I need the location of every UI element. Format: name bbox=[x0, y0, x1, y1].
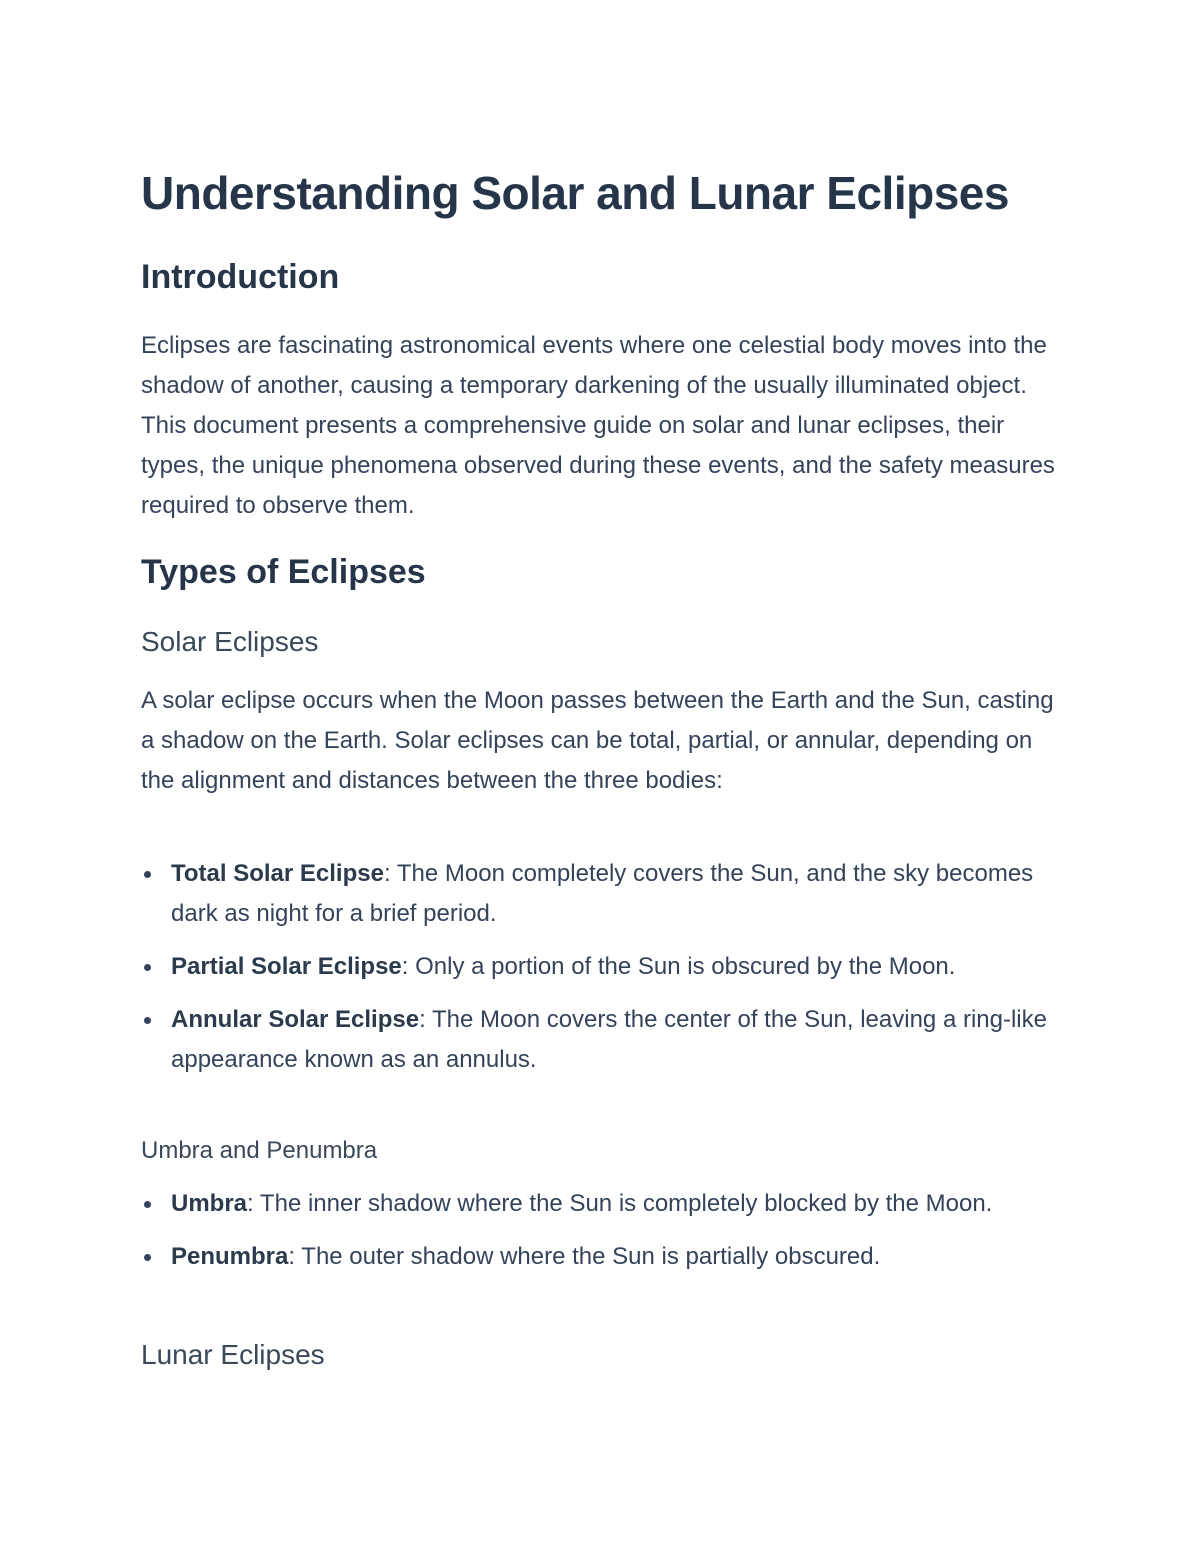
umbra-penumbra-heading: Umbra and Penumbra bbox=[141, 1137, 378, 1164]
list-item-partial-solar bbox=[141, 947, 1066, 987]
intro-heading: Introduction bbox=[141, 258, 340, 296]
solar-eclipses-paragraph: A solar eclipse occurs when the Moon passes between the Earth and the Sun, casting a shadow on the Earth. Solar eclipses can be total, partial, or annular, depending on the alignment and distances between the three bodies: bbox=[141, 687, 1054, 794]
intro-paragraph: Eclipses are fascinating astronomical events where one celestial body moves into the shadow of another, causing a temporary darkening of the usually illuminated object. This document presents a comprehensive guide on solar and lunar eclipses, their types, the unique phenomena observed during these events, and the safety measures required to observe them. bbox=[141, 332, 1055, 519]
types-heading: Types of Eclipses bbox=[141, 553, 426, 591]
list-item-term: Umbra bbox=[171, 1190, 248, 1217]
list-item-term: Penumbra bbox=[171, 1243, 289, 1270]
list-item-term: Total Solar Eclipse bbox=[171, 860, 384, 887]
list-item-annular-solar bbox=[141, 1000, 1066, 1080]
list-item-penumbra bbox=[141, 1237, 1066, 1277]
document-title: Understanding Solar and Lunar Eclipses bbox=[141, 167, 1009, 219]
list-item-term: Partial Solar Eclipse bbox=[171, 953, 402, 980]
solar-eclipse-types-list bbox=[141, 854, 1066, 1093]
list-item-desc: : The outer shadow where the Sun is partially obscured. bbox=[288, 1243, 881, 1270]
lunar-eclipses-heading: Lunar Eclipses bbox=[141, 1339, 325, 1370]
list-item-total-solar bbox=[141, 854, 1066, 934]
shadow-types-list bbox=[141, 1184, 1066, 1290]
list-item-umbra bbox=[141, 1184, 1066, 1224]
list-item-desc: : The Moon covers the center of the Sun, leaving a ring-like appearance known as an annulus. bbox=[171, 1006, 1047, 1073]
solar-eclipses-heading: Solar Eclipses bbox=[141, 626, 319, 657]
list-item-desc: : Only a portion of the Sun is obscured by the Moon. bbox=[401, 953, 956, 980]
list-item-desc: : The Moon completely covers the Sun, and the sky becomes dark as night for a brief period. bbox=[171, 860, 1034, 927]
list-item-desc: : The inner shadow where the Sun is completely blocked by the Moon. bbox=[247, 1190, 993, 1217]
list-item-term: Annular Solar Eclipse bbox=[171, 1006, 420, 1033]
